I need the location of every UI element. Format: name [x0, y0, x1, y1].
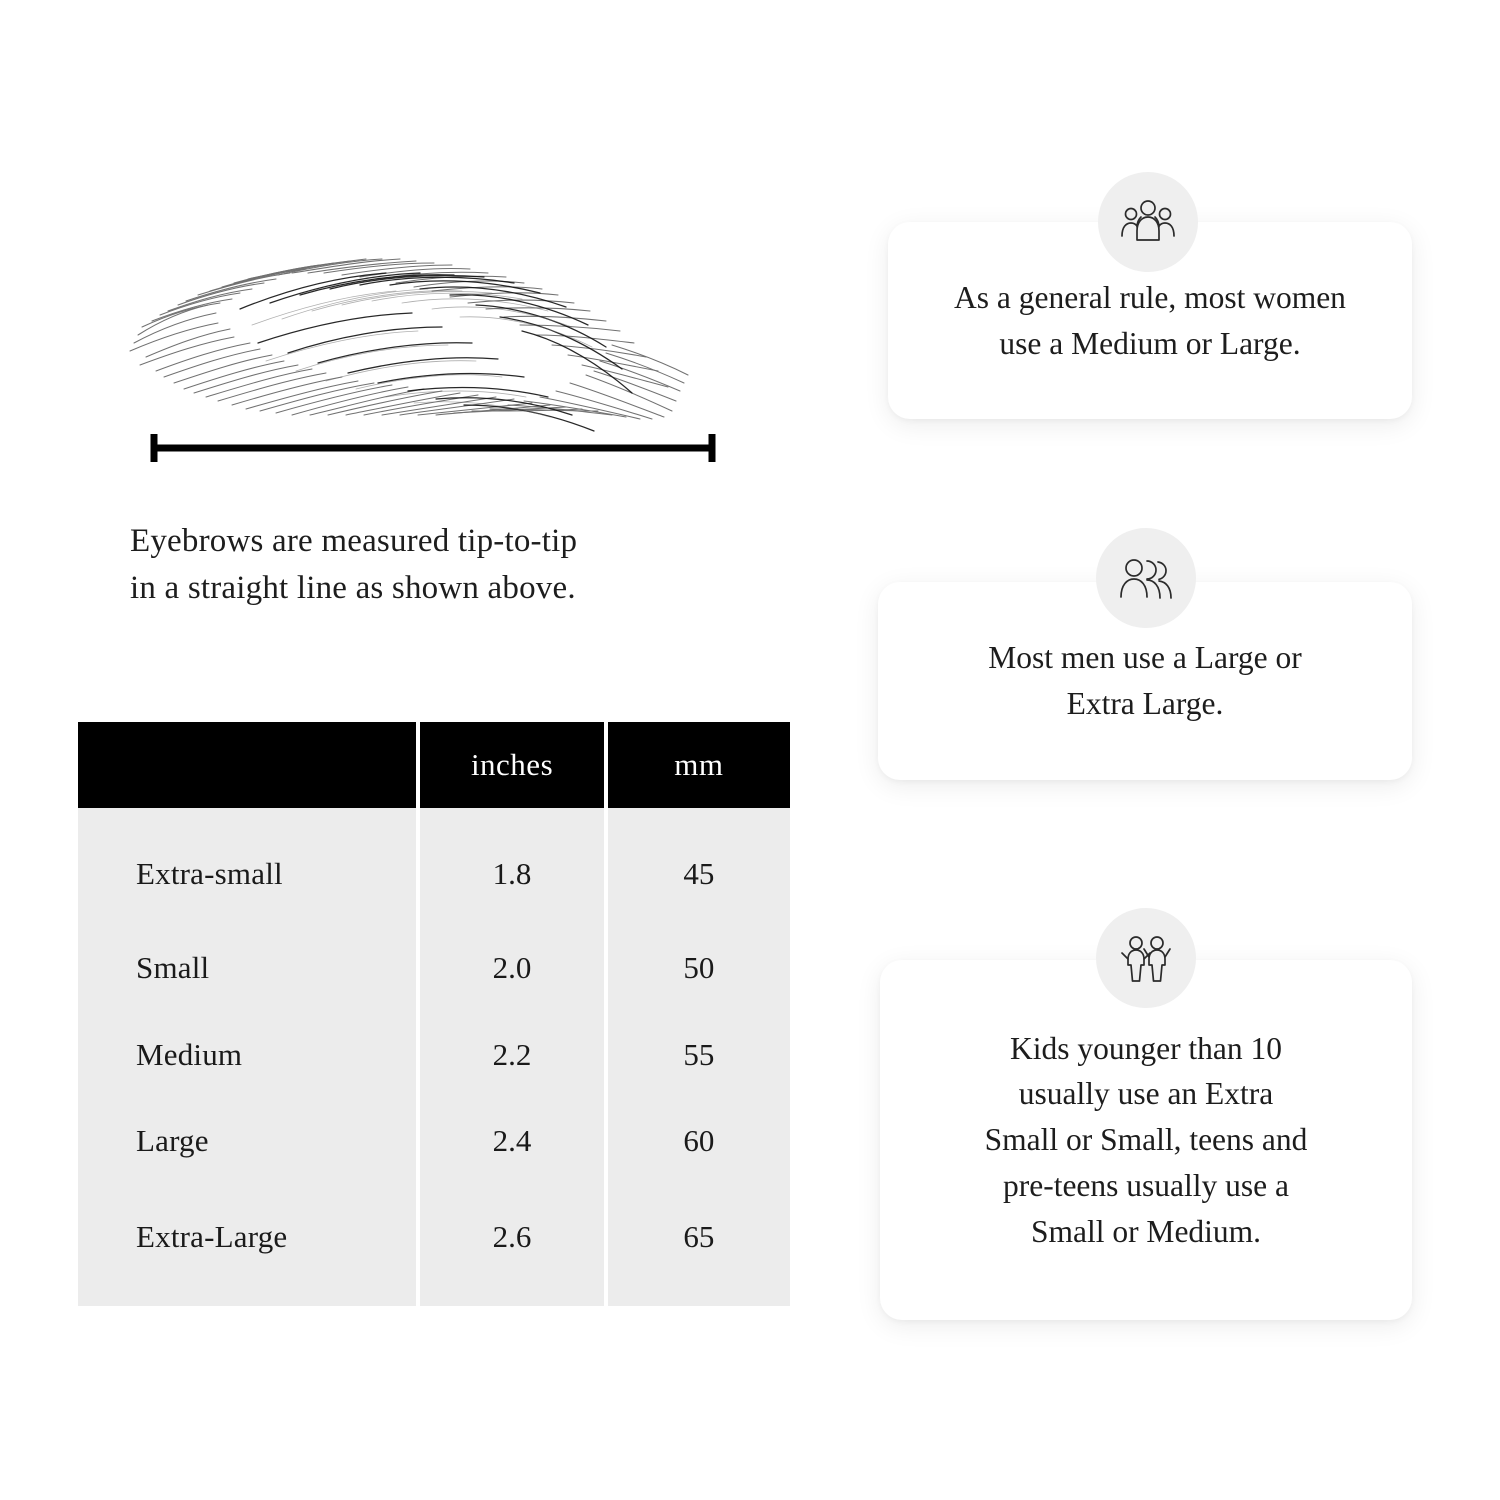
kids-icon	[1096, 908, 1196, 1008]
caption-line-1: Eyebrows are measured tip-to-tip	[130, 523, 578, 559]
right-column	[830, 0, 1500, 1500]
card-men-line-2: Extra Large.	[1066, 686, 1224, 721]
cell-mm: 45	[608, 808, 790, 925]
cell-mm: 50	[608, 925, 790, 1012]
card-men-text	[988, 635, 1301, 726]
card-kids-line-1: Kids younger than 10	[1009, 1030, 1283, 1066]
column-header-inches: inches	[420, 722, 604, 808]
cell-size-name: Extra-Large	[78, 1185, 416, 1306]
card-kids-line-2: usually use an Extra	[1018, 1076, 1274, 1112]
cell-size-name: Large	[78, 1098, 416, 1185]
card-men-line-1: Most men use a Large or	[988, 640, 1302, 676]
card-women-text	[954, 275, 1346, 366]
men-group-icon	[1096, 528, 1196, 628]
card-women-line-2: use a Medium or Large.	[999, 325, 1301, 361]
tip-to-tip-measure-line	[150, 432, 716, 464]
measurement-caption	[130, 518, 750, 612]
cell-size-name: Medium	[78, 1012, 416, 1099]
table-row	[78, 808, 790, 925]
cell-mm: 65	[608, 1185, 790, 1306]
card-kids-line-4: pre-teens usually use a	[1002, 1167, 1290, 1203]
card-kids-line-3: Small or Small, teens and	[984, 1122, 1308, 1158]
table-row	[78, 925, 790, 1012]
card-women-line-1: As a general rule, most women	[954, 279, 1346, 315]
column-header-size	[78, 722, 416, 808]
table-row	[78, 1012, 790, 1099]
caption-line-2: in a straight line as shown above.	[130, 569, 576, 606]
table-header-row	[78, 722, 790, 808]
cell-inches: 1.8	[420, 808, 604, 925]
cell-mm: 60	[608, 1098, 790, 1185]
table-body	[78, 808, 790, 1306]
table-row	[78, 1185, 790, 1306]
table-header	[78, 722, 790, 808]
card-kids	[880, 960, 1412, 1320]
cell-mm: 55	[608, 1012, 790, 1099]
column-header-mm: mm	[608, 722, 790, 808]
cell-size-name: Small	[78, 925, 416, 1012]
cell-inches: 2.2	[420, 1012, 604, 1099]
cell-size-name: Extra-small	[78, 808, 416, 925]
card-kids-line-5: Small or Medium.	[1030, 1213, 1262, 1249]
cell-inches: 2.0	[420, 925, 604, 1012]
cell-inches: 2.6	[420, 1185, 604, 1306]
cell-inches: 2.4	[420, 1098, 604, 1185]
size-chart-table	[74, 722, 794, 1306]
table-row	[78, 1098, 790, 1185]
women-group-icon	[1098, 172, 1198, 272]
card-kids-text	[985, 1026, 1308, 1254]
